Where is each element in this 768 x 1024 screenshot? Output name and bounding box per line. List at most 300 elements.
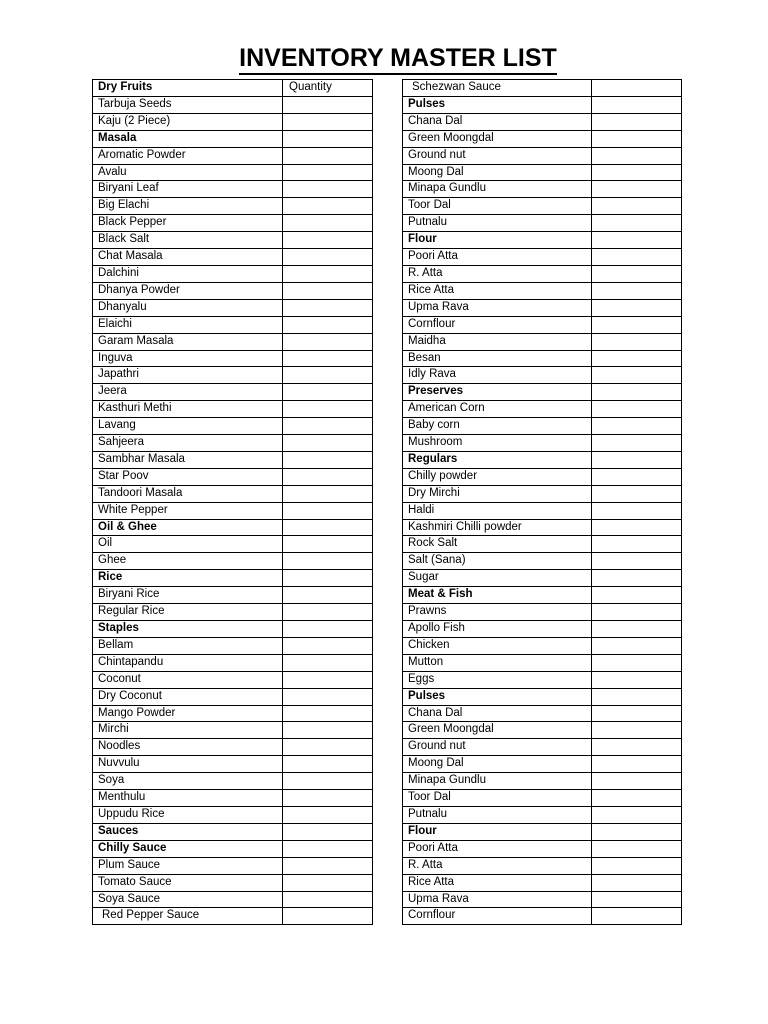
- quantity-cell[interactable]: [592, 519, 682, 536]
- category-row: [93, 570, 373, 587]
- item-name: Red Pepper Sauce: [93, 908, 283, 925]
- quantity-cell[interactable]: [592, 468, 682, 485]
- quantity-cell[interactable]: [592, 570, 682, 587]
- quantity-cell[interactable]: [283, 350, 373, 367]
- item-row: [403, 654, 682, 671]
- quantity-cell[interactable]: [283, 637, 373, 654]
- item-name: Ground nut: [403, 147, 592, 164]
- quantity-cell[interactable]: [283, 147, 373, 164]
- item-name: Chicken: [403, 637, 592, 654]
- item-row: [403, 299, 682, 316]
- item-row: [403, 722, 682, 739]
- item-row: [403, 350, 682, 367]
- quantity-cell[interactable]: [592, 316, 682, 333]
- item-name: Sugar: [403, 570, 592, 587]
- item-row: [403, 773, 682, 790]
- item-name: R. Atta: [403, 265, 592, 282]
- item-name: Plum Sauce: [93, 857, 283, 874]
- item-name: Japathri: [93, 367, 283, 384]
- quantity-cell[interactable]: [283, 299, 373, 316]
- item-row: [93, 536, 373, 553]
- item-name: Tandoori Masala: [93, 485, 283, 502]
- item-name: Mirchi: [93, 722, 283, 739]
- category-name: Rice: [93, 570, 283, 587]
- category-name: Flour: [403, 232, 592, 249]
- item-row: [93, 265, 373, 282]
- quantity-cell[interactable]: [592, 181, 682, 198]
- item-row: [403, 671, 682, 688]
- category-row: [403, 451, 682, 468]
- item-name: Upma Rava: [403, 891, 592, 908]
- quantity-cell[interactable]: [283, 249, 373, 266]
- item-name: Idly Rava: [403, 367, 592, 384]
- item-name: Avalu: [93, 164, 283, 181]
- item-row: [403, 536, 682, 553]
- quantity-cell[interactable]: [283, 282, 373, 299]
- page-title: [0, 44, 768, 73]
- item-row: [403, 333, 682, 350]
- quantity-cell[interactable]: [592, 654, 682, 671]
- item-name: Lavang: [93, 418, 283, 435]
- inventory-table-left: [92, 79, 373, 925]
- quantity-cell[interactable]: [592, 604, 682, 621]
- category-name: Staples: [93, 621, 283, 638]
- item-row: [93, 485, 373, 502]
- quantity-cell[interactable]: [592, 299, 682, 316]
- item-row: [93, 350, 373, 367]
- quantity-cell[interactable]: [592, 113, 682, 130]
- item-row: [403, 570, 682, 587]
- quantity-cell[interactable]: [592, 908, 682, 925]
- item-row: [403, 282, 682, 299]
- quantity-cell[interactable]: [592, 451, 682, 468]
- item-name: R. Atta: [403, 857, 592, 874]
- item-name: Chintapandu: [93, 654, 283, 671]
- inventory-table-right: [402, 79, 682, 925]
- item-name: Eggs: [403, 671, 592, 688]
- quantity-cell[interactable]: [592, 621, 682, 638]
- item-name: Oil: [93, 536, 283, 553]
- item-name: Mango Powder: [93, 705, 283, 722]
- item-name: Poori Atta: [403, 249, 592, 266]
- category-name: Meat & Fish: [403, 587, 592, 604]
- item-row: [93, 451, 373, 468]
- item-row: [93, 198, 373, 215]
- item-row: [403, 840, 682, 857]
- quantity-cell[interactable]: [592, 249, 682, 266]
- item-name: Upma Rava: [403, 299, 592, 316]
- item-name: Minapa Gundlu: [403, 773, 592, 790]
- item-name: Toor Dal: [403, 198, 592, 215]
- item-name: Putnalu: [403, 806, 592, 823]
- item-name: Aromatic Powder: [93, 147, 283, 164]
- category-name: Chilly Sauce: [93, 840, 283, 857]
- category-name: Preserves: [403, 384, 592, 401]
- item-row: [93, 316, 373, 333]
- quantity-cell[interactable]: [592, 874, 682, 891]
- item-row: [93, 604, 373, 621]
- item-name: Mutton: [403, 654, 592, 671]
- quantity-cell[interactable]: [592, 333, 682, 350]
- item-name: Kaju (2 Piece): [93, 113, 283, 130]
- item-row: [403, 553, 682, 570]
- quantity-cell[interactable]: [283, 435, 373, 452]
- quantity-cell[interactable]: [283, 570, 373, 587]
- item-name: Sambhar Masala: [93, 451, 283, 468]
- item-name: Soya Sauce: [93, 891, 283, 908]
- category-name: Pulses: [403, 688, 592, 705]
- item-name: American Corn: [403, 401, 592, 418]
- category-row: [403, 823, 682, 840]
- category-name: Dry Fruits: [93, 80, 283, 97]
- quantity-header: Quantity: [283, 80, 373, 97]
- item-name: Chat Masala: [93, 249, 283, 266]
- item-row: [93, 96, 373, 113]
- item-name: Sahjeera: [93, 435, 283, 452]
- category-row: [93, 80, 373, 97]
- quantity-cell[interactable]: [592, 198, 682, 215]
- quantity-cell[interactable]: [283, 96, 373, 113]
- item-name: Jeera: [93, 384, 283, 401]
- item-row: [403, 705, 682, 722]
- item-name: Green Moongdal: [403, 130, 592, 147]
- quantity-cell[interactable]: [283, 164, 373, 181]
- category-row: [403, 96, 682, 113]
- item-row: [403, 502, 682, 519]
- quantity-cell[interactable]: [283, 654, 373, 671]
- item-row: [93, 333, 373, 350]
- item-name: Green Moongdal: [403, 722, 592, 739]
- quantity-cell[interactable]: [592, 553, 682, 570]
- quantity-cell[interactable]: [283, 671, 373, 688]
- quantity-cell[interactable]: [283, 215, 373, 232]
- item-row: [403, 468, 682, 485]
- item-row: [403, 418, 682, 435]
- quantity-cell[interactable]: [283, 265, 373, 282]
- quantity-cell[interactable]: [283, 519, 373, 536]
- category-name: Pulses: [403, 96, 592, 113]
- item-row: [93, 553, 373, 570]
- item-name: Rice Atta: [403, 282, 592, 299]
- item-name: Prawns: [403, 604, 592, 621]
- quantity-cell[interactable]: [283, 806, 373, 823]
- item-name: Chana Dal: [403, 705, 592, 722]
- item-row: [403, 739, 682, 756]
- quantity-cell[interactable]: [283, 688, 373, 705]
- quantity-cell[interactable]: [592, 722, 682, 739]
- page-title-text: INVENTORY MASTER LIST: [239, 44, 557, 75]
- quantity-cell[interactable]: [592, 773, 682, 790]
- quantity-cell[interactable]: [592, 350, 682, 367]
- quantity-cell[interactable]: [283, 367, 373, 384]
- item-row: [403, 367, 682, 384]
- item-row: [403, 485, 682, 502]
- quantity-cell[interactable]: [283, 198, 373, 215]
- quantity-cell[interactable]: [283, 857, 373, 874]
- quantity-cell[interactable]: [592, 401, 682, 418]
- item-name: Biryani Rice: [93, 587, 283, 604]
- quantity-cell[interactable]: [283, 181, 373, 198]
- item-row: [93, 181, 373, 198]
- item-row: [403, 80, 682, 97]
- quantity-cell[interactable]: [283, 232, 373, 249]
- item-row: [403, 604, 682, 621]
- item-name: Poori Atta: [403, 840, 592, 857]
- item-name: Kasthuri Methi: [93, 401, 283, 418]
- quantity-cell[interactable]: [283, 485, 373, 502]
- item-row: [93, 756, 373, 773]
- item-row: [93, 147, 373, 164]
- quantity-cell[interactable]: [283, 621, 373, 638]
- quantity-cell[interactable]: [283, 401, 373, 418]
- item-name: Moong Dal: [403, 164, 592, 181]
- item-row: [93, 806, 373, 823]
- quantity-cell[interactable]: [592, 435, 682, 452]
- item-name: Rice Atta: [403, 874, 592, 891]
- quantity-cell[interactable]: [283, 451, 373, 468]
- quantity-cell[interactable]: [283, 891, 373, 908]
- quantity-cell[interactable]: [283, 790, 373, 807]
- category-row: [403, 587, 682, 604]
- item-row: [403, 215, 682, 232]
- quantity-cell[interactable]: [592, 130, 682, 147]
- quantity-cell[interactable]: [592, 164, 682, 181]
- item-row: [403, 249, 682, 266]
- item-name: Bellam: [93, 637, 283, 654]
- item-name: Chana Dal: [403, 113, 592, 130]
- item-name: Dry Mirchi: [403, 485, 592, 502]
- quantity-cell[interactable]: [592, 790, 682, 807]
- quantity-cell[interactable]: [283, 705, 373, 722]
- item-name: Ghee: [93, 553, 283, 570]
- item-name: Regular Rice: [93, 604, 283, 621]
- quantity-cell[interactable]: [283, 502, 373, 519]
- quantity-cell[interactable]: [592, 840, 682, 857]
- quantity-cell[interactable]: [283, 333, 373, 350]
- quantity-cell[interactable]: [283, 722, 373, 739]
- item-name: Nuvvulu: [93, 756, 283, 773]
- category-name: Masala: [93, 130, 283, 147]
- item-name: Inguva: [93, 350, 283, 367]
- quantity-cell[interactable]: [592, 806, 682, 823]
- item-row: [93, 468, 373, 485]
- item-name: Putnalu: [403, 215, 592, 232]
- item-row: [403, 621, 682, 638]
- item-row: [93, 637, 373, 654]
- quantity-cell[interactable]: [592, 485, 682, 502]
- quantity-cell[interactable]: [592, 705, 682, 722]
- item-name: Garam Masala: [93, 333, 283, 350]
- item-name: Tomato Sauce: [93, 874, 283, 891]
- category-row: [93, 621, 373, 638]
- item-row: [403, 891, 682, 908]
- category-row: [403, 384, 682, 401]
- item-row: [403, 790, 682, 807]
- quantity-cell[interactable]: [283, 756, 373, 773]
- item-name: Uppudu Rice: [93, 806, 283, 823]
- category-row: [93, 840, 373, 857]
- item-row: [93, 705, 373, 722]
- quantity-cell[interactable]: [283, 840, 373, 857]
- quantity-cell[interactable]: [592, 80, 682, 97]
- quantity-cell[interactable]: [592, 587, 682, 604]
- item-row: [93, 739, 373, 756]
- item-row: [93, 908, 373, 925]
- item-row: [403, 198, 682, 215]
- item-row: [403, 519, 682, 536]
- quantity-cell[interactable]: [592, 671, 682, 688]
- item-row: [403, 164, 682, 181]
- item-row: [93, 874, 373, 891]
- item-row: [403, 316, 682, 333]
- item-name: Black Pepper: [93, 215, 283, 232]
- quantity-cell[interactable]: [283, 316, 373, 333]
- quantity-cell[interactable]: [592, 857, 682, 874]
- item-name: Biryani Leaf: [93, 181, 283, 198]
- category-row: [403, 688, 682, 705]
- quantity-cell[interactable]: [592, 756, 682, 773]
- category-name: Regulars: [403, 451, 592, 468]
- quantity-cell[interactable]: [592, 96, 682, 113]
- item-row: [93, 232, 373, 249]
- item-name: Menthulu: [93, 790, 283, 807]
- item-row: [403, 908, 682, 925]
- item-name: Maidha: [403, 333, 592, 350]
- quantity-cell[interactable]: [592, 536, 682, 553]
- quantity-cell[interactable]: [283, 553, 373, 570]
- item-name: Mushroom: [403, 435, 592, 452]
- item-name: Minapa Gundlu: [403, 181, 592, 198]
- quantity-cell[interactable]: [283, 908, 373, 925]
- item-row: [93, 384, 373, 401]
- quantity-cell[interactable]: [283, 773, 373, 790]
- item-row: [93, 299, 373, 316]
- item-row: [93, 164, 373, 181]
- category-row: [93, 130, 373, 147]
- item-name: Coconut: [93, 671, 283, 688]
- item-name: Noodles: [93, 739, 283, 756]
- item-row: [93, 688, 373, 705]
- item-name: Salt (Sana): [403, 553, 592, 570]
- quantity-cell[interactable]: [283, 604, 373, 621]
- item-name: Besan: [403, 350, 592, 367]
- item-name: Moong Dal: [403, 756, 592, 773]
- item-row: [403, 435, 682, 452]
- item-name: Rock Salt: [403, 536, 592, 553]
- item-row: [403, 130, 682, 147]
- item-name: Toor Dal: [403, 790, 592, 807]
- item-row: [93, 587, 373, 604]
- quantity-cell[interactable]: [592, 282, 682, 299]
- quantity-cell[interactable]: [283, 384, 373, 401]
- item-name: Tarbuja Seeds: [93, 96, 283, 113]
- item-row: [403, 857, 682, 874]
- quantity-cell[interactable]: [592, 637, 682, 654]
- item-row: [93, 418, 373, 435]
- category-row: [93, 519, 373, 536]
- item-row: [403, 637, 682, 654]
- item-row: [403, 874, 682, 891]
- quantity-cell[interactable]: [592, 147, 682, 164]
- quantity-cell[interactable]: [592, 688, 682, 705]
- item-name: Soya: [93, 773, 283, 790]
- item-row: [93, 435, 373, 452]
- category-name: Sauces: [93, 823, 283, 840]
- item-row: [93, 671, 373, 688]
- item-name: Star Poov: [93, 468, 283, 485]
- quantity-cell[interactable]: [592, 739, 682, 756]
- quantity-cell[interactable]: [283, 874, 373, 891]
- quantity-cell[interactable]: [592, 265, 682, 282]
- item-row: [403, 147, 682, 164]
- item-row: [403, 265, 682, 282]
- item-row: [93, 367, 373, 384]
- quantity-cell[interactable]: [283, 130, 373, 147]
- item-name: Dalchini: [93, 265, 283, 282]
- item-name: Haldi: [403, 502, 592, 519]
- category-name: Oil & Ghee: [93, 519, 283, 536]
- quantity-cell[interactable]: [592, 418, 682, 435]
- item-row: [403, 756, 682, 773]
- inventory-table-left-body: [93, 80, 373, 925]
- category-row: [403, 232, 682, 249]
- quantity-cell[interactable]: [592, 367, 682, 384]
- item-row: [93, 773, 373, 790]
- item-row: [403, 181, 682, 198]
- quantity-cell[interactable]: [592, 891, 682, 908]
- item-name: Dry Coconut: [93, 688, 283, 705]
- category-name: Flour: [403, 823, 592, 840]
- quantity-cell[interactable]: [283, 587, 373, 604]
- quantity-cell[interactable]: [283, 468, 373, 485]
- quantity-cell[interactable]: [592, 823, 682, 840]
- item-row: [93, 857, 373, 874]
- item-name: Chilly powder: [403, 468, 592, 485]
- item-row: [93, 502, 373, 519]
- category-row: [93, 823, 373, 840]
- inventory-table-right-body: [403, 80, 682, 925]
- quantity-cell[interactable]: [592, 215, 682, 232]
- item-row: [93, 891, 373, 908]
- quantity-cell[interactable]: [283, 418, 373, 435]
- quantity-cell[interactable]: [283, 823, 373, 840]
- item-row: [93, 722, 373, 739]
- item-name: Big Elachi: [93, 198, 283, 215]
- item-row: [93, 790, 373, 807]
- item-row: [93, 654, 373, 671]
- item-name: Apollo Fish: [403, 621, 592, 638]
- quantity-cell[interactable]: [283, 739, 373, 756]
- item-row: [93, 282, 373, 299]
- item-name: Elaichi: [93, 316, 283, 333]
- item-row: [93, 113, 373, 130]
- quantity-cell[interactable]: [283, 113, 373, 130]
- item-row: [93, 249, 373, 266]
- item-name: White Pepper: [93, 502, 283, 519]
- quantity-cell[interactable]: [592, 502, 682, 519]
- item-name: Kashmiri Chilli powder: [403, 519, 592, 536]
- quantity-cell[interactable]: [592, 232, 682, 249]
- item-name: Black Salt: [93, 232, 283, 249]
- item-name: Dhanya Powder: [93, 282, 283, 299]
- item-row: [93, 401, 373, 418]
- quantity-cell[interactable]: [283, 536, 373, 553]
- item-name: Ground nut: [403, 739, 592, 756]
- item-name: Baby corn: [403, 418, 592, 435]
- item-row: [403, 113, 682, 130]
- quantity-cell[interactable]: [592, 384, 682, 401]
- item-name: Cornflour: [403, 908, 592, 925]
